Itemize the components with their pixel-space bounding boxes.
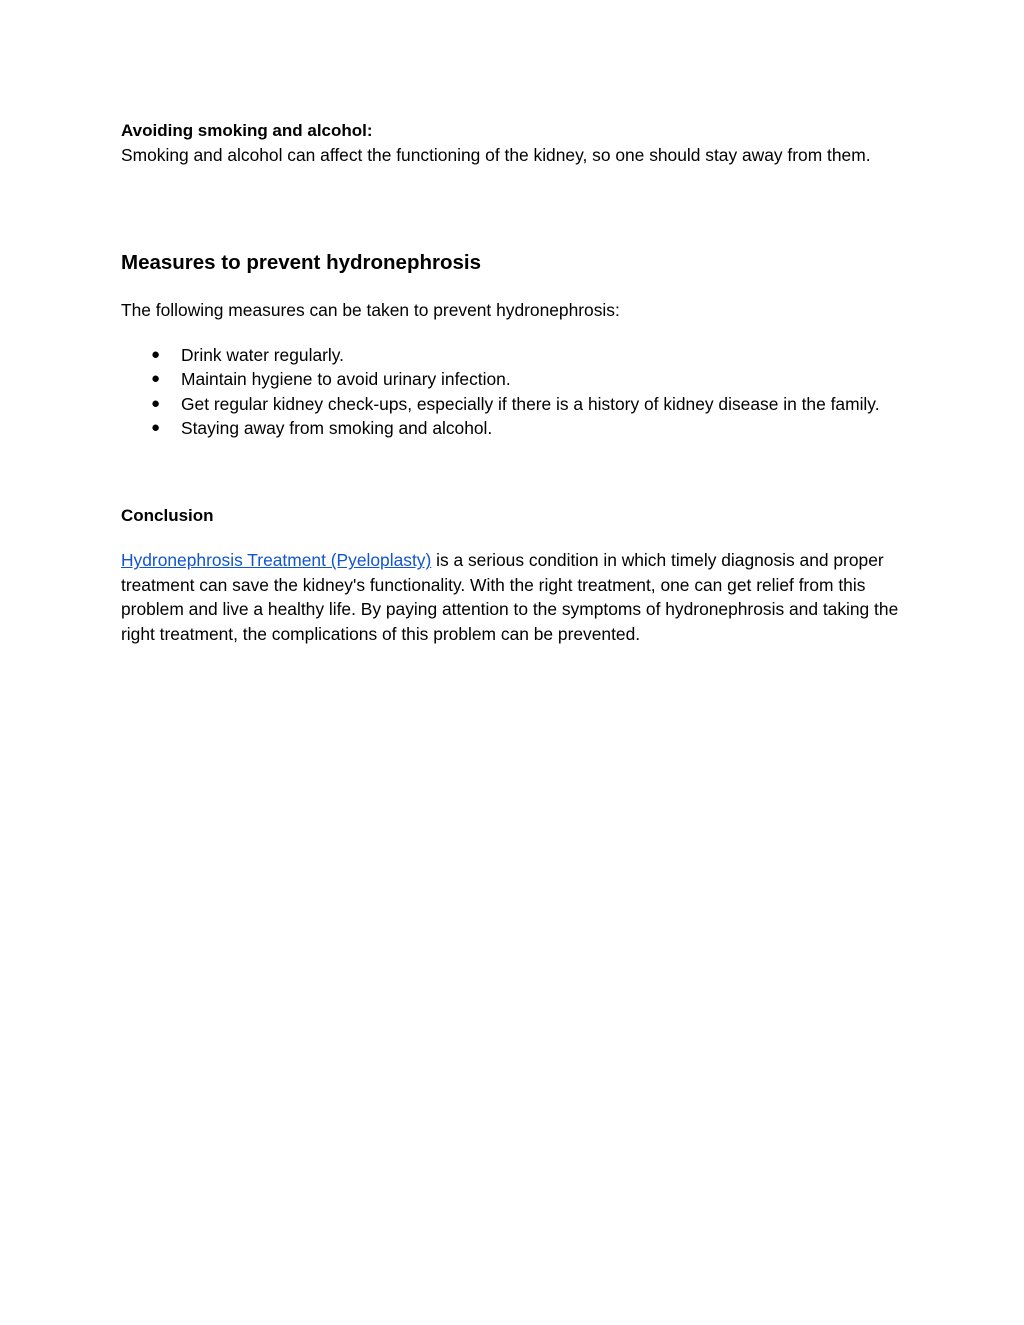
- list-item-text: Maintain hygiene to avoid urinary infection.: [181, 369, 511, 390]
- bullet-icon: ●: [151, 345, 161, 363]
- list-item-text: Get regular kidney check-ups, especially if there is a history of kidney disease in the family.: [181, 393, 880, 414]
- list-item: [121, 416, 911, 440]
- list-item: [121, 392, 911, 416]
- measures-intro: The following measures can be taken to prevent hydronephrosis:: [121, 300, 620, 321]
- pyeloplasty-link[interactable]: Hydronephrosis Treatment (Pyeloplasty): [121, 550, 432, 571]
- section-heading-avoiding-smoking: Avoiding smoking and alcohol:: [121, 121, 373, 140]
- measures-list: [121, 343, 911, 441]
- heading-conclusion: Conclusion: [121, 506, 214, 526]
- bullet-icon: ●: [151, 370, 161, 388]
- list-item-text: Staying away from smoking and alcohol.: [181, 418, 493, 439]
- list-item: [121, 367, 911, 391]
- list-item: [121, 343, 911, 367]
- bullet-icon: ●: [151, 394, 161, 412]
- bullet-icon: ●: [151, 419, 161, 437]
- document-page: [121, 119, 911, 646]
- list-item-text: Drink water regularly.: [181, 344, 345, 365]
- conclusion-body: [121, 548, 911, 646]
- heading-measures-prevent: Measures to prevent hydronephrosis: [121, 251, 481, 275]
- conclusion-text: is a serious condition in which timely diagnosis and proper treatment can save the kidney's functionality. With the right treatment, one can get relief from this problem and live a healthy life. By paying attention to the symptoms of hydronephrosis and taking the right treatment, the complications of this problem can be prevented.: [121, 550, 899, 644]
- section-body-avoiding-smoking: Smoking and alcohol can affect the functioning of the kidney, so one should stay away from them.: [121, 145, 871, 165]
